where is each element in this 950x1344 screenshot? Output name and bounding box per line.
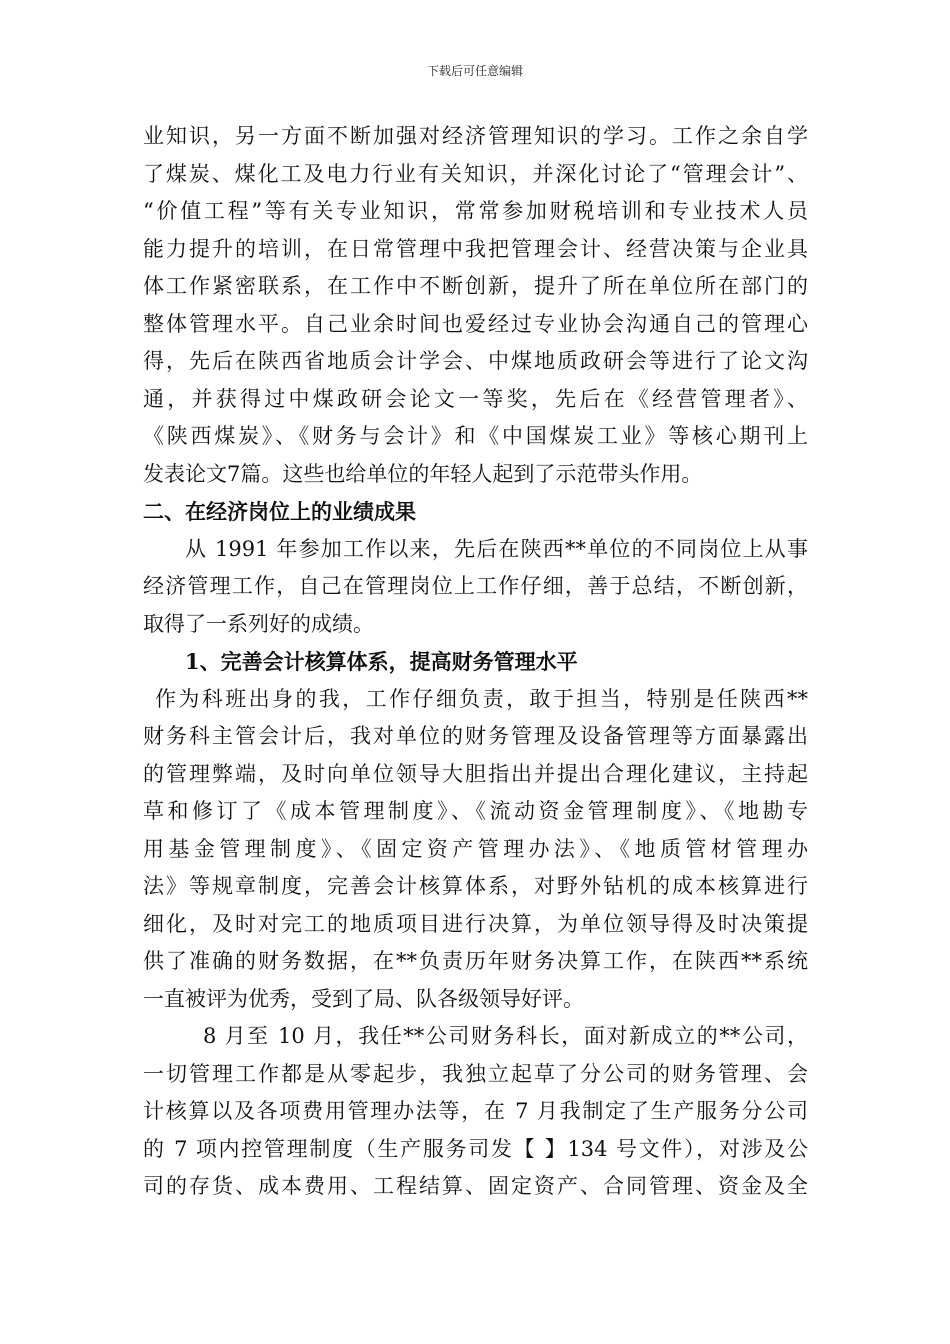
- subsection-heading: 1、完善会计核算体系，提高财务管理水平: [185, 649, 578, 674]
- paragraph-line: 得，先后在陕西省地质会计学会、中煤地质政研会等进行了论文沟: [143, 349, 808, 373]
- paragraph-line: 的 7 项内控管理制度（生产服务司发【 】134 号文件），对涉及公: [143, 1136, 808, 1161]
- paragraph-line: 通，并获得过中煤政研会论文一等奖，先后在《经营管理者》、: [143, 386, 808, 411]
- paragraph-line: 发表论文7篇。这些也给单位的年轻人起到了示范带头作用。: [143, 461, 703, 486]
- paragraph-line: 整体管理水平。自己业余时间也爱经过专业协会沟通自己的管理心: [143, 311, 808, 336]
- paragraph-line: 了煤炭、煤化工及电力行业有关知识，并深化讨论了“管理会计”、: [143, 161, 808, 186]
- paragraph-line: 司的存货、成本费用、工程结算、固定资产、合同管理、资金及全: [143, 1174, 808, 1198]
- paragraph-line: 用基金管理制度》、《固定资产管理办法》、《地质管材管理办: [143, 836, 808, 861]
- paragraph-line: 一直被评为优秀，受到了局、队各级领导好评。: [143, 986, 584, 1011]
- paragraph-line: 经济管理工作，自己在管理岗位上工作仔细，善于总结，不断创新，: [143, 574, 808, 598]
- paragraph-line: 8 月至 10 月，我任**公司财务科长，面对新成立的**公司，: [203, 1024, 808, 1048]
- paragraph-line: 细化，及时对完工的地质项目进行决算，为单位领导得及时决策提: [143, 911, 808, 936]
- paragraph-line: 的管理弊端，及时向单位领导大胆指出并提出合理化建议，主持起: [143, 761, 808, 786]
- paragraph-line: 法》等规章制度，完善会计核算体系，对野外钻机的成本核算进行: [143, 874, 808, 898]
- paragraph-line: 体工作紧密联系，在工作中不断创新，提升了所在单位所在部门的: [143, 274, 808, 298]
- paragraph-line: 从 1991 年参加工作以来，先后在陕西**单位的不同岗位上从事: [185, 536, 808, 561]
- paragraph-line: 计核算以及各项费用管理办法等，在 7 月我制定了生产服务分公司: [143, 1099, 808, 1123]
- document-body: [143, 118, 808, 1206]
- paragraph-line: 财务科主管会计后，我对单位的财务管理及设备管理等方面暴露出: [143, 724, 808, 748]
- paragraph-line: 业知识，另一方面不断加强对经济管理知识的学习。工作之余自学: [143, 124, 808, 148]
- paragraph-line: 供了准确的财务数据，在**负责历年财务决算工作，在陕西**系统: [143, 949, 808, 973]
- paragraph-line: 取得了一系列好的成绩。: [143, 611, 374, 636]
- paragraph-line: 作为科班出身的我，工作仔细负责，敢于担当，特别是任陕西**: [155, 686, 808, 711]
- paragraph-line: 《陕西煤炭》、《财务与会计》和《中国煤炭工业》等核心期刊上: [143, 424, 808, 448]
- paragraph-line: “价值工程”等有关专业知识，常常参加财税培训和专业技术人员: [143, 199, 808, 223]
- paragraph-line: 草和修订了《成本管理制度》、《流动资金管理制度》、《地勘专: [143, 799, 808, 823]
- paragraph-line: 一切管理工作都是从零起步，我独立起草了分公司的财务管理、会: [143, 1061, 808, 1086]
- paragraph-line: 能力提升的培训，在日常管理中我把管理会计、经营决策与企业具: [143, 236, 808, 261]
- page-header: 下载后可任意编辑: [426, 64, 523, 78]
- section-heading: 二、在经济岗位上的业绩成果: [143, 499, 416, 524]
